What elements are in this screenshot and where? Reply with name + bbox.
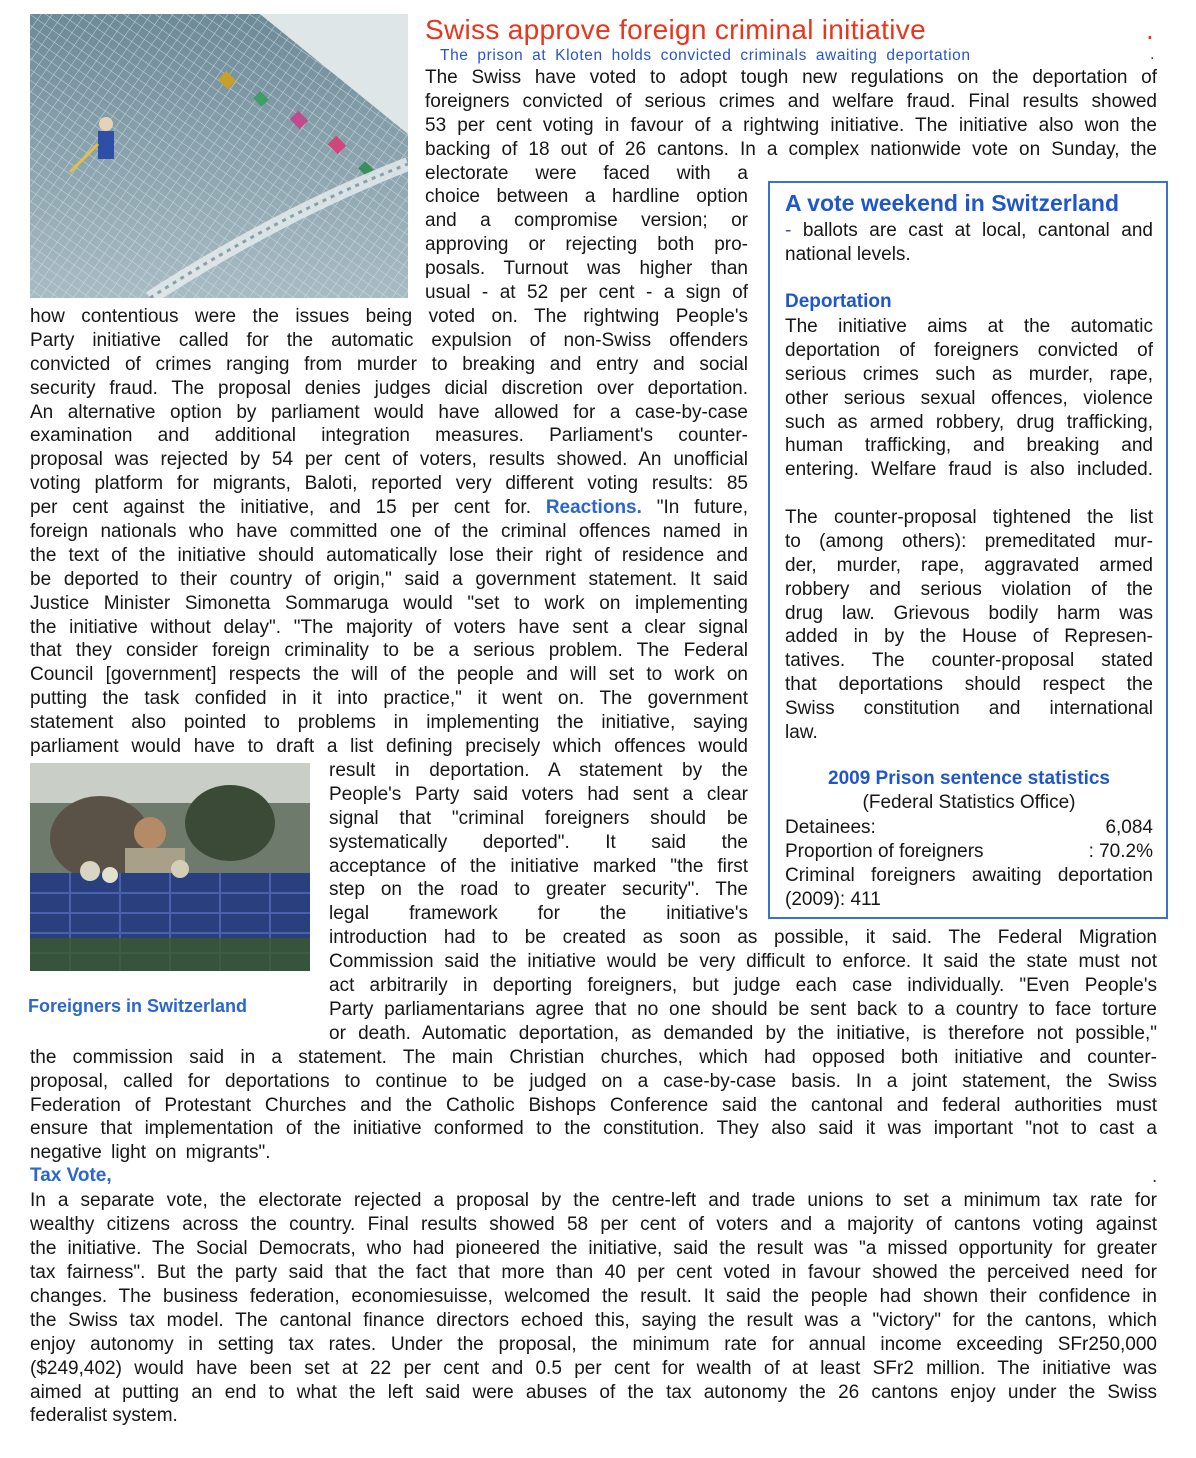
- sidebar-line: law.: [785, 722, 818, 744]
- sidebar-line: Swiss constitution and international: [785, 698, 1153, 720]
- article-line: Council [government] respects the will of the people and will set to work on: [30, 664, 748, 686]
- sidebar-line: der, murder, rape, aggravated armed: [785, 554, 1153, 576]
- market-photo-caption: Foreigners in Switzerland: [28, 996, 248, 1016]
- sidebar-line: serious crimes such as murder, rape,: [785, 363, 1153, 385]
- article-line: foreigners convicted of serious crimes and welfare fraud. Final results showed: [425, 90, 1157, 112]
- article-line: the initiative. The Social Democrats, who had pioneered the initiative, said the result was "a missed opportunity for greater: [30, 1238, 1157, 1260]
- article-wide-beside-photo: [329, 926, 1157, 1045]
- article-line: changes. The business federation, economiesuisse, welcomed the result. It said the people had shown their confidence in: [30, 1285, 1157, 1307]
- tax-vote-heading: Tax Vote,: [30, 1165, 112, 1186]
- article-line: Federation of Protestant Churches and the Catholic Bishops Conference said the cantonal and federal authorities must: [30, 1094, 1157, 1116]
- article-line: Party parliamentarians agree that no one should be sent back to a country to face torture: [329, 998, 1157, 1020]
- stat-row-proportion: [785, 840, 1153, 864]
- article-line: negative light on migrants".: [30, 1142, 271, 1164]
- article-line: the initiative without delay". "The majority of voters have sent a clear signal: [30, 616, 748, 638]
- article-line: People's Party said voters had sent a clear: [329, 783, 748, 805]
- caption-trailing-dot: .: [1150, 46, 1155, 63]
- article-line: parliament would have to draft a list defining precisely which offences would: [30, 736, 748, 758]
- sidebar-line: tatives. The counter-proposal stated: [785, 650, 1153, 672]
- article-line: act arbitrarily in deporting foreigners, but judge each case individually. "Even People's: [329, 975, 1157, 997]
- reactions-heading: Reactions.: [545, 497, 642, 519]
- article-line-reactions: per cent against the initiative, and 15 per cent for. Reactions. "In future,: [30, 497, 748, 519]
- prison-photo-caption: The prison at Kloten holds convicted criminals awaiting deportation: [440, 47, 971, 64]
- article-line: foreign nationals who have committed one of the criminal offences named in: [30, 521, 748, 543]
- article-line: step on the road to greater security". The: [329, 879, 748, 901]
- stat-row-detainees: [785, 816, 1153, 840]
- article-line: putting the task confided in it into practice," it went on. The government: [30, 688, 748, 710]
- market-photo: [30, 763, 310, 971]
- article-line: Justice Minister Simonetta Sommaruga would "set to work on implementing: [30, 592, 748, 614]
- sidebar-intro-last: national levels.: [785, 243, 911, 265]
- sidebar-intro-dash: -: [785, 220, 792, 241]
- article-intro: [425, 66, 1157, 162]
- article-line: acceptance of the initiative marked "the first: [329, 855, 748, 877]
- sidebar-deportation-heading: Deportation: [785, 291, 892, 312]
- article-line: In a separate vote, the electorate rejected a proposal by the centre-left and trade unions to set a minimum tax rate for: [30, 1190, 1157, 1212]
- sidebar-title: A vote weekend in Switzerland: [785, 190, 1120, 216]
- sidebar-deportation-text: [785, 315, 1153, 482]
- article-line: be deported to their country of origin," said a government statement. It said: [30, 568, 748, 590]
- article-line: statement also pointed to problems in implementing the initiative, saying: [30, 712, 748, 734]
- article-line: the text of the initiative should automatically lose their right of residence and: [30, 544, 748, 566]
- stat-value: : 70.2%: [1088, 840, 1153, 862]
- article-line: and a compromise version; or: [425, 210, 748, 232]
- prison-photo: [30, 14, 408, 298]
- article-line: Party initiative called for the automatic expulsion of non-Swiss offenders: [30, 329, 748, 351]
- article-line: systematically deported". It said the: [329, 831, 748, 853]
- sidebar-line: added in by the House of Represen-: [785, 626, 1153, 648]
- article-line: Commission said the initiative would be very difficult to enforce. It said the state must not: [329, 951, 1157, 973]
- article-line: tax fairness". But the party said that the fact that more than 40 per cent voted in favour showed the perceived need for: [30, 1262, 1157, 1284]
- article-line: choice between a hardline option: [425, 186, 748, 208]
- article-line: federalist system.: [30, 1405, 178, 1427]
- article-line: proposal, called for deportations to continue to be judged on a case-by-case basis. In a joint statement, the Swiss: [30, 1070, 1157, 1092]
- article-line: the commission said in a statement. The main Christian churches, which had opposed both initiative and counter-: [30, 1046, 1157, 1068]
- sidebar-line: human trafficking, and breaking and: [785, 435, 1153, 457]
- sidebar-stats-table: [785, 816, 1153, 912]
- stat-row-awaiting-label: Criminal foreigners awaiting deportation: [785, 864, 1153, 886]
- stat-value: 6,084: [1105, 817, 1153, 838]
- article-full-width: [30, 1046, 1157, 1165]
- article-line: posals. Turnout was higher than: [425, 258, 748, 280]
- sidebar-stats-source: (Federal Statistics Office): [862, 792, 1076, 813]
- article-beside-photo: [329, 759, 748, 926]
- article-line: legal framework for the initiative's: [329, 903, 748, 925]
- sidebar-line: robbery and serious violation of the: [785, 578, 1153, 600]
- article-title: Swiss approve foreign criminal initiative: [425, 14, 926, 45]
- sidebar-line: such as armed robbery, drug trafficking,: [785, 411, 1153, 433]
- article-line: wealthy citizens across the country. Final results showed 58 per cent of voters and a majority of cantons voting against: [30, 1214, 1157, 1236]
- article-line: electorate were faced with a: [425, 162, 748, 184]
- sidebar-line: The initiative aims at the automatic: [785, 316, 1153, 337]
- article-line: the Swiss tax model. The cantonal finance directors echoed this, saying the result was a "victory" for the cantons, which: [30, 1309, 1157, 1331]
- tax-heading-trailing-dot: .: [1152, 1166, 1158, 1187]
- sidebar-counter-proposal-text: [785, 506, 1153, 745]
- article-line: ensure that implementation of the initiative conformed to the constitution. They also said it was important "not to cast a: [30, 1118, 1157, 1140]
- article-line: The Swiss have voted to adopt tough new regulations on the deportation of: [425, 67, 1157, 88]
- article-line: proposal was rejected by 54 per cent of voters, results showed. An unofficial: [30, 449, 748, 471]
- article-line: approving or rejecting both pro-: [425, 234, 748, 256]
- article-line: result in deportation. A statement by the: [329, 760, 748, 781]
- article-line: convicted of crimes ranging from murder to breaking and entry and social: [30, 353, 748, 375]
- article-line: how contentious were the issues being voted on. The rightwing People's: [30, 306, 748, 327]
- stat-label: Proportion of foreigners: [785, 840, 984, 862]
- sidebar-line: drug law. Grievous bodily harm was: [785, 602, 1153, 624]
- article-line: An alternative option by parliament would have allowed for a case-by-case: [30, 401, 748, 423]
- article-line: examination and additional integration measures. Parliament's counter-: [30, 425, 748, 447]
- article-line: that they consider foreign criminality to be a serious problem. The Federal: [30, 640, 748, 662]
- sidebar-line: to (among others): premeditated mur-: [785, 530, 1153, 552]
- article-line: 53 per cent voting in favour of a rightwing initiative. The initiative also won the: [425, 114, 1157, 136]
- sidebar-line: that deportations should respect the: [785, 674, 1153, 696]
- sidebar-intro: [785, 219, 1153, 267]
- article-line: usual - at 52 per cent - a sign of: [425, 282, 748, 304]
- sidebar-line: other serious sexual offences, violence: [785, 387, 1153, 409]
- article-line: ($249,402) would have been set at 22 per cent and 0.5 per cent for wealth of at least SFr2 million. The initiative was: [30, 1357, 1157, 1379]
- article-line: signal that "criminal foreigners should be: [329, 807, 748, 829]
- article-line: aimed at putting an end to what the left said were abuses of the tax autonomy the 26 cantons enjoy under the Swiss: [30, 1381, 1157, 1403]
- sidebar-line: entering. Welfare fraud is also included.: [785, 459, 1153, 481]
- title-trailing-dot: .: [1146, 14, 1154, 45]
- article-tax-vote: [30, 1189, 1157, 1428]
- sidebar-stats-heading: 2009 Prison sentence statistics: [828, 768, 1110, 789]
- stat-label: Detainees:: [785, 817, 876, 838]
- sidebar-line: The counter-proposal tightened the list: [785, 507, 1153, 528]
- article-line: introduction had to be created as soon as possible, it said. The Federal Migration: [329, 927, 1157, 949]
- article-column-mid: [425, 162, 748, 305]
- sidebar-line: deportation of foreigners convicted of: [785, 339, 1153, 361]
- sidebar-intro-line: - ballots are cast at local, cantonal and: [785, 220, 1153, 241]
- article-line: voting platform for migrants, Baloti, reported very different voting results: 85: [30, 473, 748, 495]
- article-column-left: [30, 305, 748, 759]
- article-line: backing of 18 out of 26 cantons. In a complex nationwide vote on Sunday, the: [425, 138, 1157, 160]
- article-line: or death. Automatic deportation, as demanded by the initiative, is therefore not possible,": [329, 1022, 1157, 1044]
- stat-row-awaiting-value: (2009): 411: [785, 888, 881, 910]
- article-line: enjoy autonomy in setting tax rates. Under the proposal, the minimum rate for annual income exceeding SFr250,000: [30, 1333, 1157, 1355]
- article-line: security fraud. The proposal denies judges dicial discretion over deportation.: [30, 377, 748, 399]
